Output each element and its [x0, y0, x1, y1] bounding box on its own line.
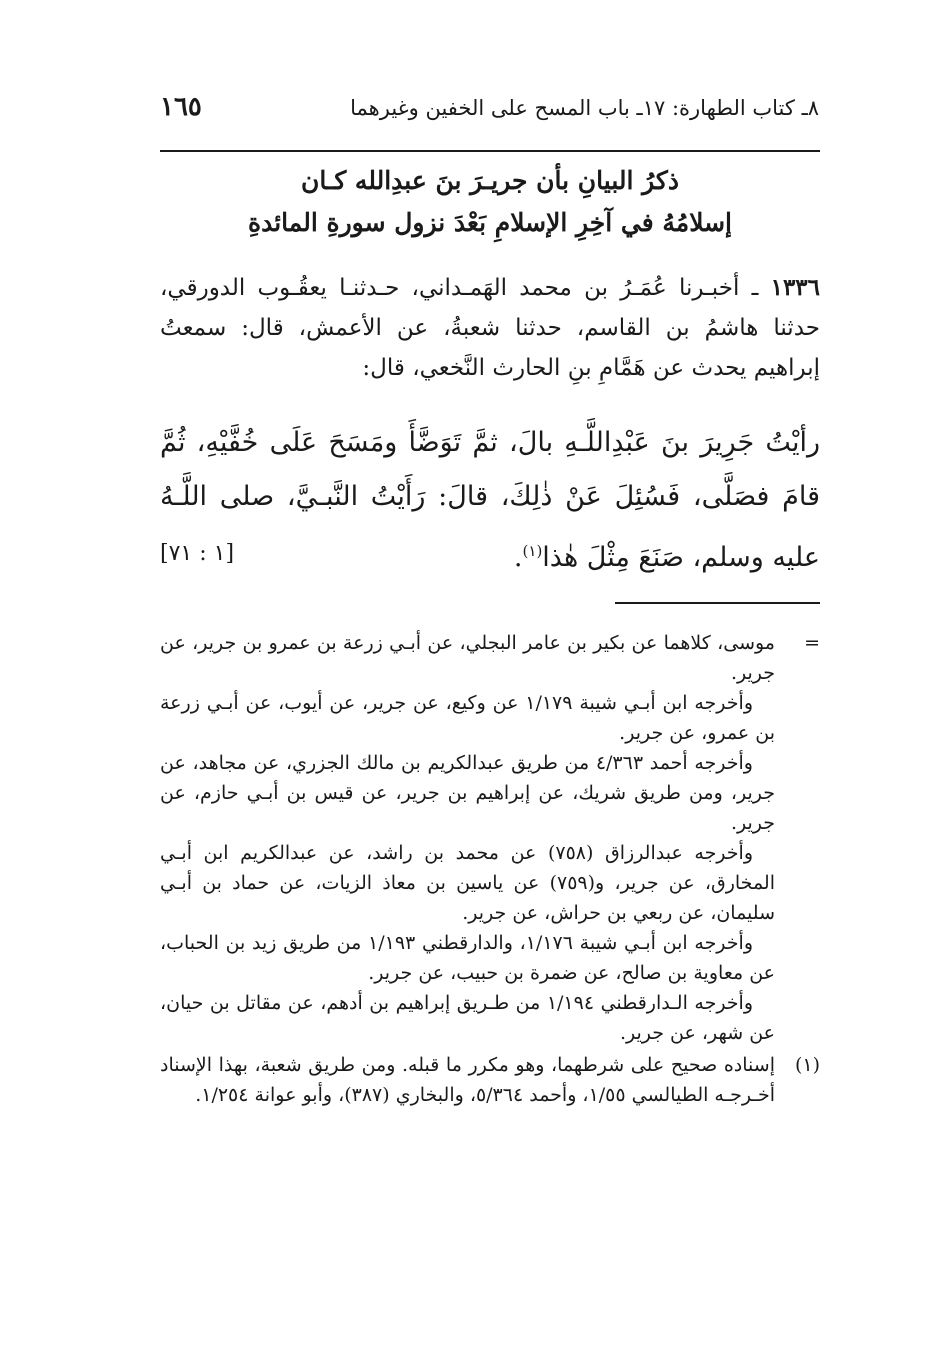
section-heading-line-1: ذكرُ البيانِ بأن جريـرَ بنَ عبدِالله كـان: [301, 166, 679, 195]
footnotes: [160, 628, 820, 1112]
footnote-rule: [615, 602, 820, 604]
footnote-paragraph: موسى، كلاهما عن بكير بن عامر البجلي، عن أبـي زرعة بن عمرو بن جرير، عن جرير.: [160, 632, 775, 684]
header-rule: [160, 150, 820, 152]
footnote-continued: [160, 628, 820, 1048]
section-heading: [160, 160, 820, 244]
footnote-1: [160, 1050, 820, 1110]
hadith-chain-text: ـ أخبـرنا عُمَـرُ بن محمد الهَمـداني، حـدثنـا يعقُـوب الدورقي، حدثنا هاشمُ بن القاسم، حدثنا شعبةُ، عن الأعمش، قال: سمعتُ إبراهيم يحدث عن هَمَّامِ بنِ الحارث النَّخعي، قال:: [160, 275, 820, 381]
running-head: [160, 92, 819, 132]
hadith-chain: [160, 268, 820, 388]
footnote-paragraph: وأخرجه ابن أبـي شيبة ١/١٧٦، والدارقطني ١/١٩٣ من طريق زيد بن الحباب، عن معاوية بن صالح، عن ضمرة بن حبيب، عن جرير.: [160, 932, 775, 984]
hadith-matn: رأيْتُ جَرِيرَ بنَ عَبْدِاللَّـهِ بالَ، ثمَّ تَوَضَّأَ ومَسَحَ عَلَى خُفَّيْهِ، ثُمَّ قامَ فصَلَّى، فَسُئِلَ عَنْ ذٰلِكَ، قالَ: رَأَيْتُ النَّبـيَّ، صلى اللَّـهُ عليه وسلم، صَنَعَ مِثْلَ هٰذا$^{(١)}$. [١ : ٧١]: [160, 416, 820, 585]
footnote-1-marker: (١): [794, 1054, 820, 1076]
section-heading-line-2: إسلامُهُ في آخِرِ الإسلامِ بَعْدَ نزول سورةِ المائدةِ: [247, 208, 733, 237]
footnote-paragraph: وأخرجه أحمد ٤/٣٦٣ من طريق عبدالكريم بن مالك الجزري، عن مجاهد، عن جرير، ومن طريق شريك، عن إبراهيم بن جرير، عن قيس بن أبـي حازم، عن جرير.: [160, 752, 775, 834]
source-reference: [١ : ٧١]: [160, 541, 235, 566]
continued-marker: =: [804, 632, 820, 654]
footnote-paragraph: وأخرجه عبدالرزاق (٧٥٨) عن محمد بن راشد، عن عبدالكريم ابن أبـي المخارق، عن جرير، و(٧٥٩) عن ياسين بن معاذ الزيات، عن حماد بن أبـي سليمان، عن ربعي بن حراش، عن جرير.: [160, 842, 775, 924]
page-number: ١٦٥: [160, 92, 202, 122]
footnote-reference: (١): [522, 542, 543, 560]
hadith-matn-text: رأيْتُ جَرِيرَ بنَ عَبْدِاللَّـهِ بالَ، ثمَّ تَوَضَّأَ ومَسَحَ عَلَى خُفَّيْهِ، ثُمَّ قامَ فصَلَّى، فَسُئِلَ عَنْ ذٰلِكَ، قالَ: رَأَيْتُ النَّبـيَّ، صلى اللَّـهُ عليه وسلم، صَنَعَ مِثْلَ هٰذا: [160, 427, 820, 573]
footnote-1-text: إسناده صحيح على شرطهما، وهو مكرر ما قبله. ومن طريق شعبة، بهذا الإسناد أخـرجـه الطيالسي ١/٥٥، وأحمد ٥/٣٦٤، والبخاري (٣٨٧)، وأبو عوانة ١/٢٥٤.: [160, 1054, 775, 1106]
footnote-paragraph: وأخرجه الـدارقطني ١/١٩٤ من طـريق إبراهيم بن أدهم، عن مقاتل بن حيان، عن شهر، عن جرير.: [160, 992, 775, 1044]
running-head-title: ٨ـ كتاب الطهارة: ١٧ـ باب المسح على الخفين وغيرهما: [350, 96, 819, 120]
hadith-number: ١٣٣٦: [770, 274, 821, 301]
footnote-paragraph: وأخرجه ابن أبـي شيبة ١/١٧٩ عن وكيع، عن جرير، عن أيوب، عن أبـي زرعة بن عمرو، عن جرير.: [160, 692, 775, 744]
